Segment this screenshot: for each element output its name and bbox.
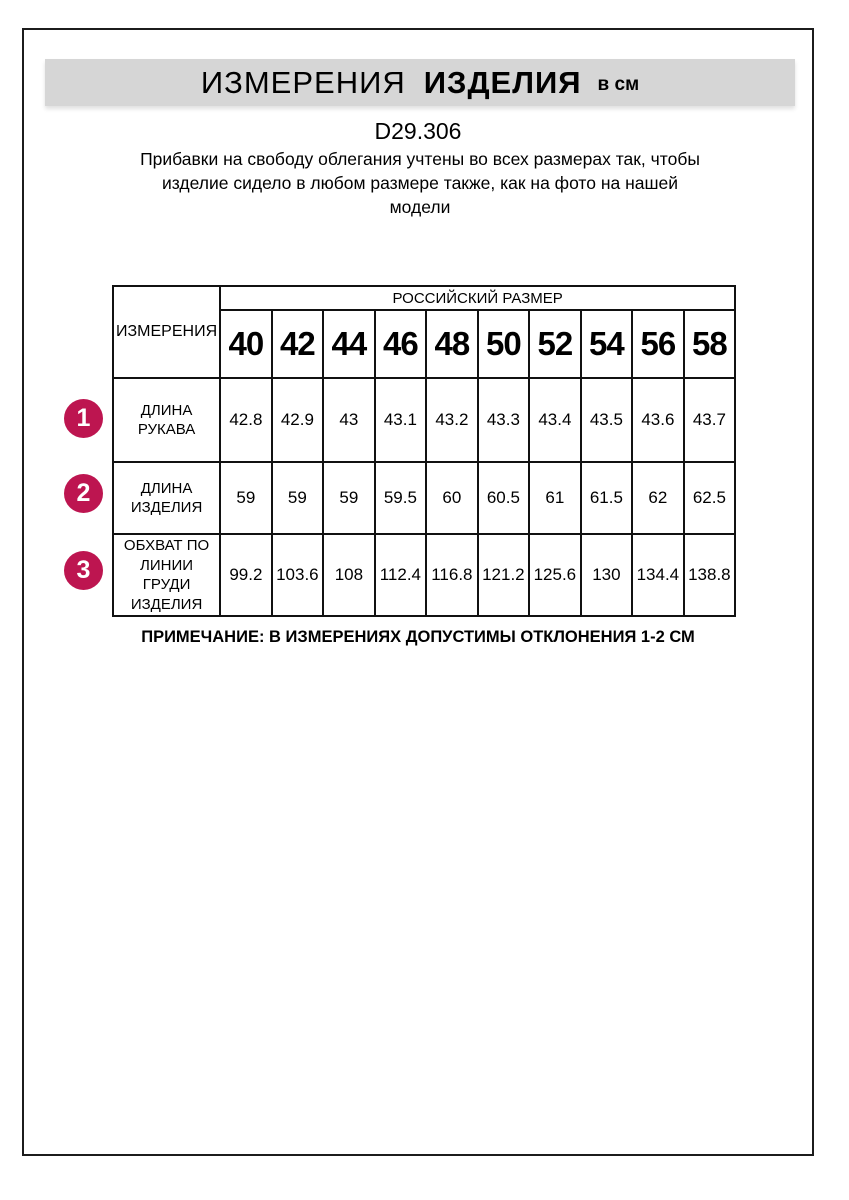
measurement-value-cell: 59: [272, 462, 324, 534]
measurement-value-cell: 43.2: [426, 378, 478, 462]
measurement-value-cell: 130: [581, 534, 633, 616]
size-table: [112, 285, 736, 617]
measurement-value-cell: 43: [323, 378, 375, 462]
fit-description-line: Прибавки на свободу облегания учтены во всех размерах так, чтобы: [140, 149, 700, 169]
table-header-row-group: [113, 286, 735, 310]
measurement-sheet: [22, 28, 814, 1156]
size-table-body: [113, 286, 735, 616]
measurement-value-cell: 62.5: [684, 462, 736, 534]
measurement-label-cell: ОБХВАТ ПО ЛИНИИ ГРУДИ ИЗДЕЛИЯ: [113, 534, 220, 616]
row-number-badge: 1: [64, 399, 103, 438]
measurement-value-cell: 43.3: [478, 378, 530, 462]
measurement-value-cell: 43.4: [529, 378, 581, 462]
measurement-value-cell: 99.2: [220, 534, 272, 616]
measurements-header-cell: ИЗМЕРЕНИЯ: [113, 286, 220, 378]
page-title-units: в см: [597, 73, 640, 95]
size-header-cell: 54: [581, 310, 633, 378]
measurement-value-cell: 103.6: [272, 534, 324, 616]
measurement-label-cell: ДЛИНА ИЗДЕЛИЯ: [113, 462, 220, 534]
row-number-badge: 2: [64, 474, 103, 513]
measurement-value-cell: 60.5: [478, 462, 530, 534]
page-title-regular: ИЗМЕРЕНИЯ: [200, 64, 406, 100]
size-header-cell: 42: [272, 310, 324, 378]
measurement-value-cell: 108: [323, 534, 375, 616]
fit-description-line: модели: [389, 197, 451, 217]
measurement-value-cell: 61.5: [581, 462, 633, 534]
size-header-cell: 44: [323, 310, 375, 378]
table-row: [113, 378, 735, 462]
size-header-cell: 48: [426, 310, 478, 378]
size-header-cell: 56: [632, 310, 684, 378]
measurement-value-cell: 112.4: [375, 534, 427, 616]
size-header-cell: 46: [375, 310, 427, 378]
measurement-value-cell: 62: [632, 462, 684, 534]
measurement-value-cell: 42.8: [220, 378, 272, 462]
measurement-value-cell: 42.9: [272, 378, 324, 462]
fit-description: [90, 147, 750, 219]
measurement-value-cell: 134.4: [632, 534, 684, 616]
measurement-value-cell: 116.8: [426, 534, 478, 616]
measurement-value-cell: 60: [426, 462, 478, 534]
size-header-cell: 50: [478, 310, 530, 378]
measurement-value-cell: 125.6: [529, 534, 581, 616]
size-header-cell: 58: [684, 310, 736, 378]
measurement-value-cell: 43.7: [684, 378, 736, 462]
size-group-header-cell: РОССИЙСКИЙ РАЗМЕР: [220, 286, 735, 310]
measurement-value-cell: 138.8: [684, 534, 736, 616]
measurement-value-cell: 61: [529, 462, 581, 534]
fit-description-line: изделие сидело в любом размере также, как на фото на нашей: [161, 173, 679, 193]
table-row: [113, 534, 735, 616]
size-header-cell: 40: [220, 310, 272, 378]
page-title-bold: ИЗДЕЛИЯ: [423, 64, 582, 100]
measurement-value-cell: 59: [220, 462, 272, 534]
size-header-cell: 52: [529, 310, 581, 378]
header-bar: [45, 59, 795, 106]
tolerance-note: ПРИМЕЧАНИЕ: В ИЗМЕРЕНИЯХ ДОПУСТИМЫ ОТКЛОНЕНИЯ 1-2 СМ: [141, 628, 695, 646]
measurement-value-cell: 43.5: [581, 378, 633, 462]
product-code: D29.306: [374, 118, 462, 144]
measurement-value-cell: 43.1: [375, 378, 427, 462]
measurement-value-cell: 59.5: [375, 462, 427, 534]
measurement-label-cell: ДЛИНА РУКАВА: [113, 378, 220, 462]
measurement-value-cell: 121.2: [478, 534, 530, 616]
measurement-value-cell: 43.6: [632, 378, 684, 462]
measurement-value-cell: 59: [323, 462, 375, 534]
table-row: [113, 462, 735, 534]
row-number-badge: 3: [64, 551, 103, 590]
